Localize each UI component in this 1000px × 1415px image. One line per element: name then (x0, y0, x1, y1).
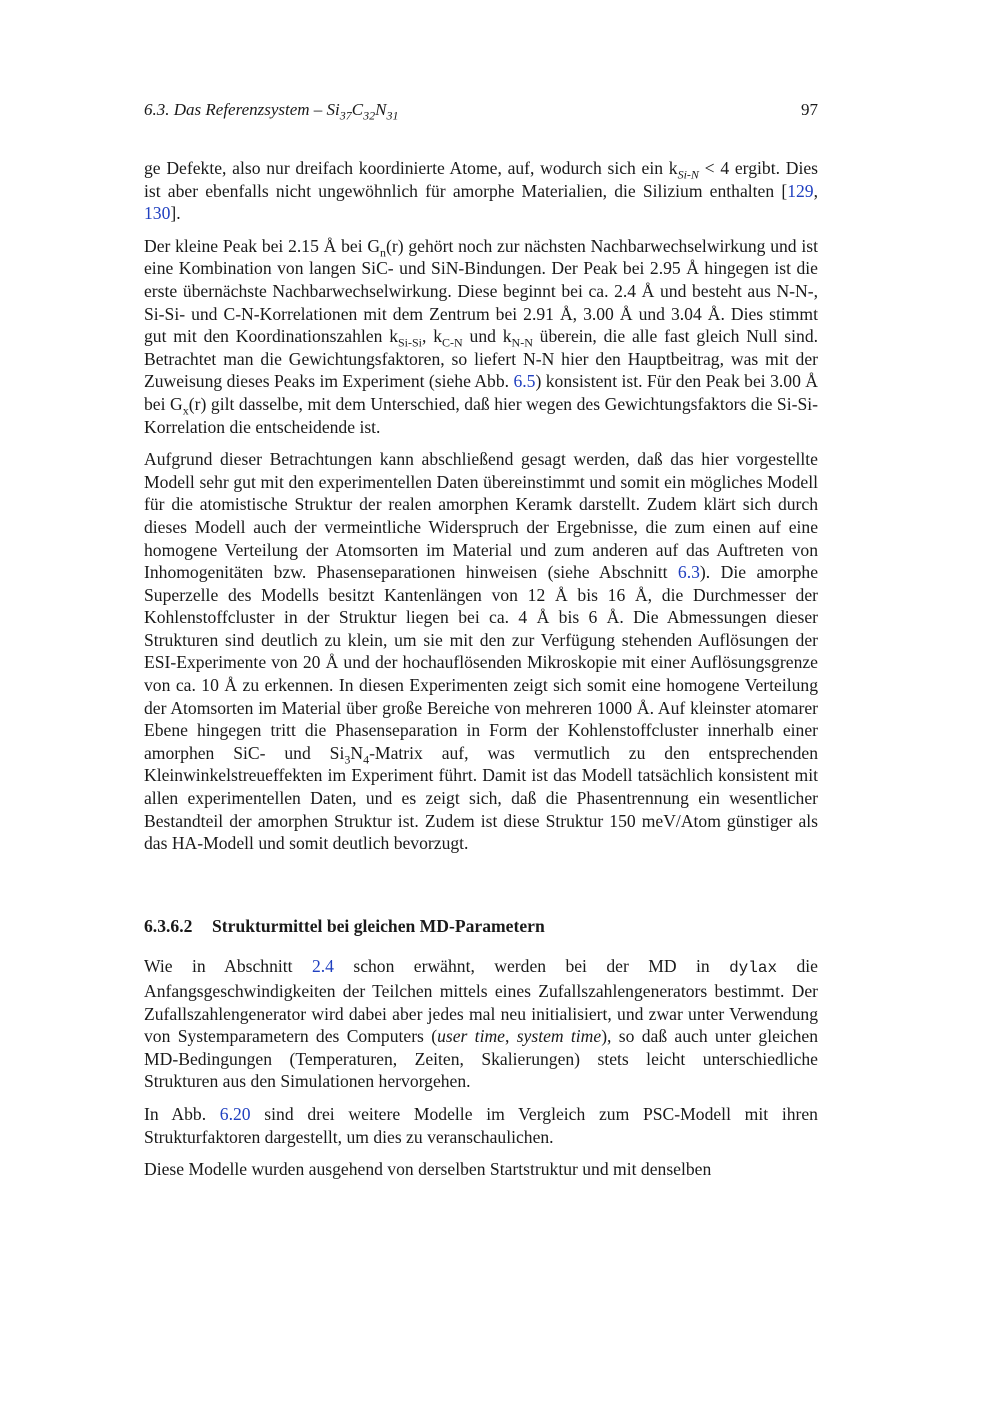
section-number: 6.3.6.2 (144, 915, 193, 936)
page-number: 97 (801, 100, 818, 119)
citation-link[interactable]: 129 (787, 180, 814, 201)
paragraph-2: Der kleine Peak bei 2.15 Å bei $G_n(r)$ gehört noch zur nächsten Nachbarwechselwirkung und ist eine Kombination von langen SiC- und SiN-Bindungen. Der Peak bei 2.95 Å hingegen ist die erste übernächste Nachbarwechselwirkung. Diese beginnt bei ca. 2.4 Å und besteht aus N-N-, Si-Si- und C-N-Korrelationen mit dem Zentrum bei 2.91 Å, 3.00 Å und 3.04 Å. Dies stimmt gut mit den Koordinationszahlen $k_{Si-Si}$, $k_{C-N}$ und $k_{N-N}$ überein, die alle fast gleich Null sind. Betrachtet man die Gewichtungsfaktoren, so liefert N-N hier den Hauptbeitrag, was mit der Zuweisung dieses Peaks im Experiment (siehe Abb. 6.5) konsistent ist. Für den Peak bei 3.00 Å bei $G_x(r)$ gilt dasselbe, mit dem Unterschied, daß hier wegen des Gewichtungsfaktors die Si-Si-Korrelation die entscheidende ist. (144, 235, 819, 437)
paragraph-1: ge Defekte, also nur dreifach koordinierte Atome, auf, wodurch sich ein $k_{Si-N} < 4$ ergibt. Dies ist aber ebenfalls nicht ungewöhnlich für amorphe Materialien, die Silizium enthalten [129, 130]. (144, 158, 818, 224)
section-ref-link[interactable]: 6.3 (677, 562, 700, 583)
running-header (144, 100, 818, 124)
body-text (144, 157, 818, 1191)
paragraph-5: In Abb. 6.20 sind drei weitere Modelle im Vergleich zum PSC-Modell mit ihren Strukturfaktoren dargestellt, um dies zu veranschaulichen. (144, 1103, 818, 1147)
section-ref-link[interactable]: 2.4 (311, 956, 334, 977)
code-term: dylax (729, 959, 778, 978)
paragraph-4: Wie in Abschnitt 2.4 schon erwähnt, werden bei der MD in dylax die Anfangsgeschwindigkeiten der Teilchen mittels eines Zufallszahlengenerators bestimmt. Der Zufallszahlengenerator wird dabei aber jedes mal neu initialisiert, und zwar unter Verwendung von Systemparametern des Computers (user time, system time), so daß auch unter gleichen MD-Bedingungen (Temperaturen, Zeiten, Skalierungen) stets leicht unterschiedliche Strukturen aus den Simulationen hervorgehen. (144, 956, 818, 1092)
citation-link[interactable]: 130 (144, 203, 171, 224)
paragraph-6: Diese Modelle wurden ausgehend von derselben Startstruktur und mit denselben (144, 1159, 712, 1180)
section-title: Strukturmittel bei gleichen MD-Parametern (212, 915, 545, 936)
header-title: 6.3. Das Referenzsystem – $Si_{37}C_{32}N_{31}$ (144, 100, 399, 123)
section-heading (144, 915, 818, 938)
figure-ref-link[interactable]: 6.5 (513, 371, 536, 392)
figure-ref-link[interactable]: 6.20 (219, 1103, 251, 1124)
paragraph-3: Aufgrund dieser Betrachtungen kann abschließend gesagt werden, daß das hier vorgestellte Modell sehr gut mit den experimentellen Daten übereinstimmt und somit ein mögliches Modell für die atomistische Struktur der realen amorphen Keramk darstellt. Zudem klärt sich durch dieses Modell auch der vermeintliche Widerspruch der Ergebnisse, die zum einen auf eine homogene Verteilung der Atomsorten im Material und zum anderen auf das Auftreten von Inhomogenitäten bzw. Phasenseparationen hinweisen (siehe Abschnitt 6.3). Die amorphe Superzelle des Modells besitzt Kantenlängen von 12 Å bis 16 Å, die Durchmesser der Kohlenstoffcluster in der Struktur liegen bei ca. 4 Å bis 6 Å. Die Abmessungen dieser Strukturen sind deutlich zu klein, um sie mit den zur Verfügung stehenden Auflösungen der ESI-Experimente von 20 Å und der hochauflösenden Mikroskopie mit einer Auflösungsgrenze von ca. 10 Å zu erkennen. In diesen Experimenten zeigt sich somit eine homogene Verteilung der Atomsorten im Material über große Bereiche von mehreren 1000 Å. Auf kleinster atomarer Ebene hingegen tritt die Phasenseparation in Form der Kohlenstoffcluster innerhalb einer amorphen SiC- und $Si_3N_4$-Matrix auf, was vermutlich zu den entsprechenden Kleinwinkelstreueffekten im Experiment führt. Damit ist das Modell tatsächlich konsistent mit allen experimentellen Daten, und es zeigt sich, daß die Phasentrennung ein wesentlicher Bestandteil der amorphen Struktur ist. Zudem ist diese Struktur 150 meV/Atom günstiger als das HA-Modell und somit deutlich bevorzugt. (144, 449, 818, 854)
